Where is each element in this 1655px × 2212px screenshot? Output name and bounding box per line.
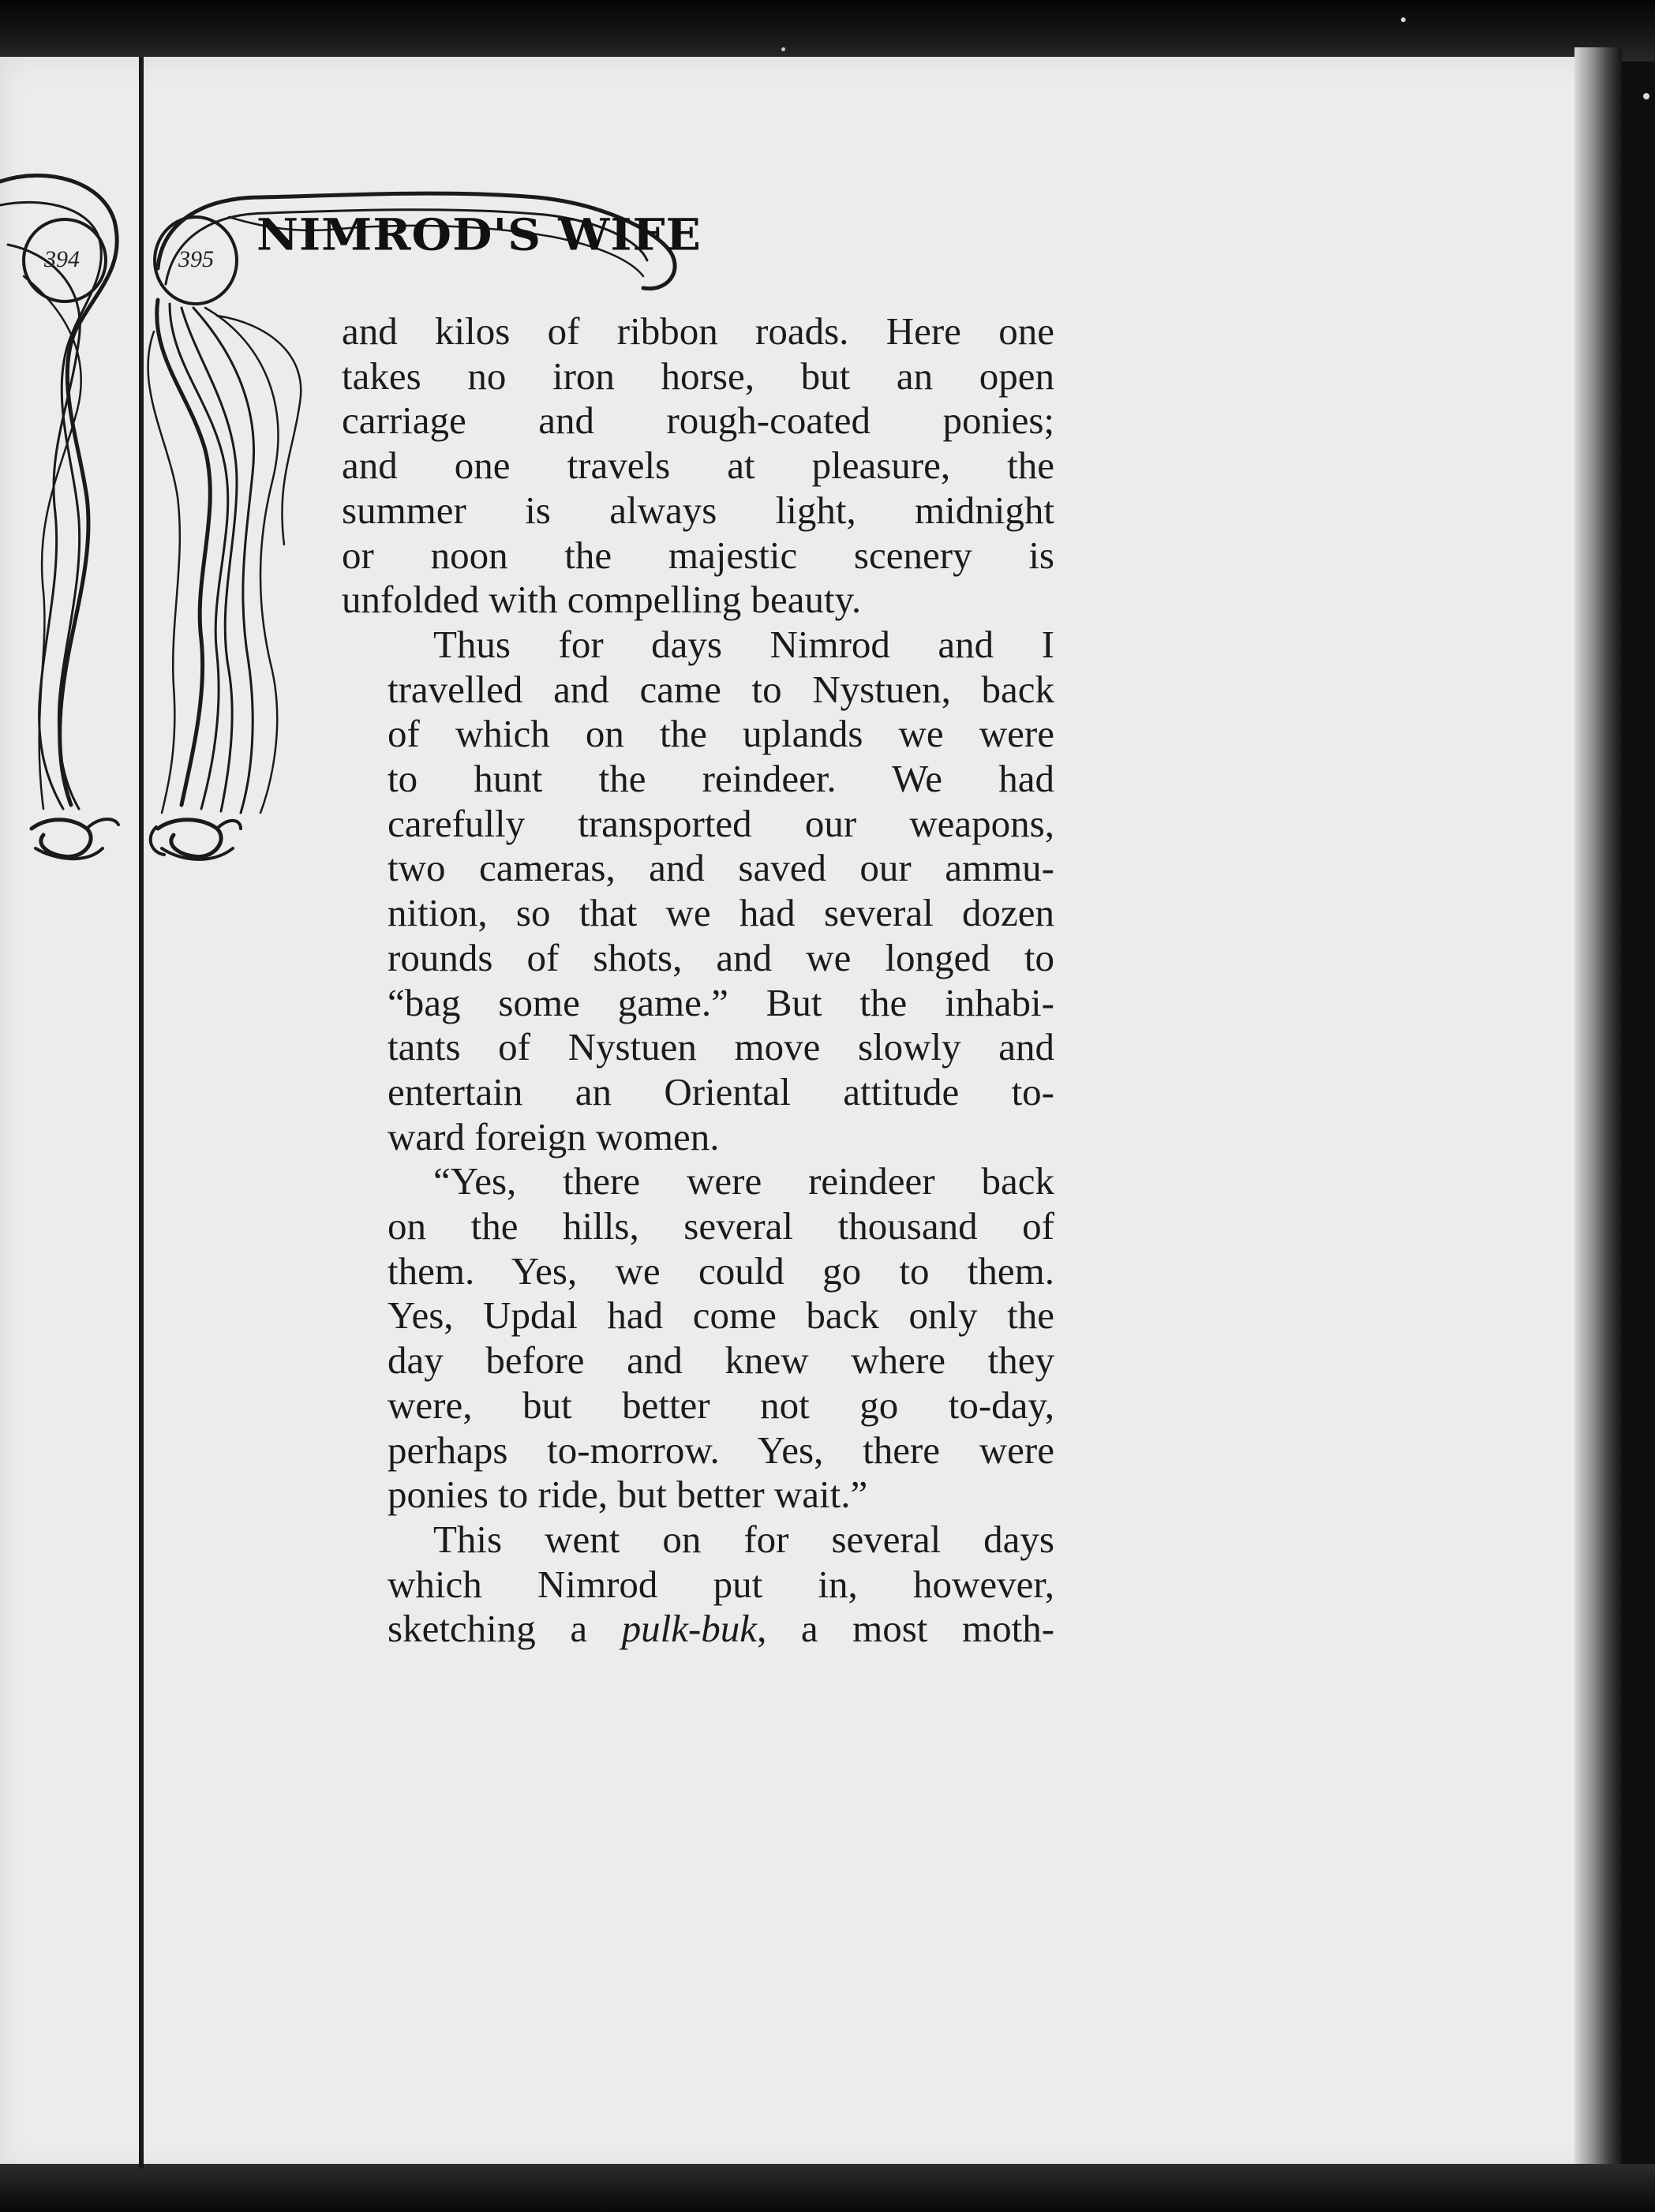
paragraph-2 bbox=[342, 623, 1054, 1159]
text-line: Thus for days Nimrod and I bbox=[433, 622, 1054, 666]
text-run: , a most moth- bbox=[757, 1607, 1055, 1651]
text-line: travelled and came to Nystuen, back bbox=[388, 667, 1054, 711]
text-line: “Yes, there were reindeer back bbox=[433, 1159, 1054, 1203]
text-line: them. Yes, we could go to them. bbox=[388, 1248, 1054, 1293]
text-line: which Nimrod put in, however, bbox=[388, 1562, 1054, 1606]
text-line: and kilos of ribbon roads. Here one bbox=[342, 309, 1054, 353]
page-number-right: 395 bbox=[178, 246, 214, 272]
text-line: perhaps to-morrow. Yes, there were bbox=[388, 1428, 1054, 1472]
text-line: takes no iron horse, but an open bbox=[342, 354, 1054, 398]
page-fore-edge bbox=[1574, 47, 1622, 2178]
text-line: tants of Nystuen move slowly and bbox=[388, 1025, 1054, 1069]
text-line: of which on the uplands we were bbox=[388, 712, 1054, 756]
scan-top-edge bbox=[0, 0, 1655, 62]
scan-speck bbox=[1643, 93, 1649, 99]
text-line: summer is always light, midnight bbox=[342, 488, 1054, 532]
text-line: rounds of shots, and we longed to bbox=[388, 935, 1054, 979]
text-line: This went on for several days bbox=[433, 1517, 1054, 1561]
text-line: ward foreign women. bbox=[388, 1114, 720, 1158]
italic-term: pulk-buk bbox=[621, 1607, 758, 1651]
scan-speck bbox=[1401, 17, 1406, 22]
text-line: nition, so that we had several dozen bbox=[388, 891, 1054, 935]
text-line: “bag some game.” But the inhabi- bbox=[388, 980, 1054, 1024]
body-text bbox=[342, 309, 1054, 1652]
text-line: day before and knew where they bbox=[388, 1338, 1054, 1383]
page-number-left: 394 bbox=[44, 246, 80, 272]
text-line: carefully transported our weapons, bbox=[388, 801, 1054, 845]
text-line: to hunt the reindeer. We had bbox=[388, 757, 1054, 801]
text-line: were, but better not go to-day, bbox=[388, 1383, 1054, 1427]
paragraph-3 bbox=[342, 1159, 1054, 1518]
text-line: or noon the majestic scenery is bbox=[342, 533, 1054, 577]
running-title: NIMROD'S WIFE bbox=[256, 209, 702, 260]
scan-bottom-edge bbox=[0, 2164, 1655, 2212]
text-line: and one travels at pleasure, the bbox=[342, 444, 1054, 488]
text-run: sketching a bbox=[388, 1607, 622, 1651]
text-line: on the hills, several thousand of bbox=[388, 1204, 1054, 1248]
text-line-final bbox=[342, 1607, 1054, 1652]
paragraph-4 bbox=[342, 1518, 1054, 1652]
text-line: unfolded with compelling beauty. bbox=[342, 578, 862, 622]
text-line: ponies to ride, but better wait.” bbox=[388, 1473, 868, 1517]
scan-speck bbox=[781, 47, 785, 51]
text-line: Yes, Updal had come back only the bbox=[388, 1293, 1054, 1338]
text-line: entertain an Oriental attitude to- bbox=[388, 1069, 1054, 1113]
text-line: carriage and rough-coated ponies; bbox=[342, 399, 1054, 443]
paragraph-1 bbox=[342, 309, 1054, 623]
text-line: two cameras, and saved our ammu- bbox=[388, 846, 1054, 890]
